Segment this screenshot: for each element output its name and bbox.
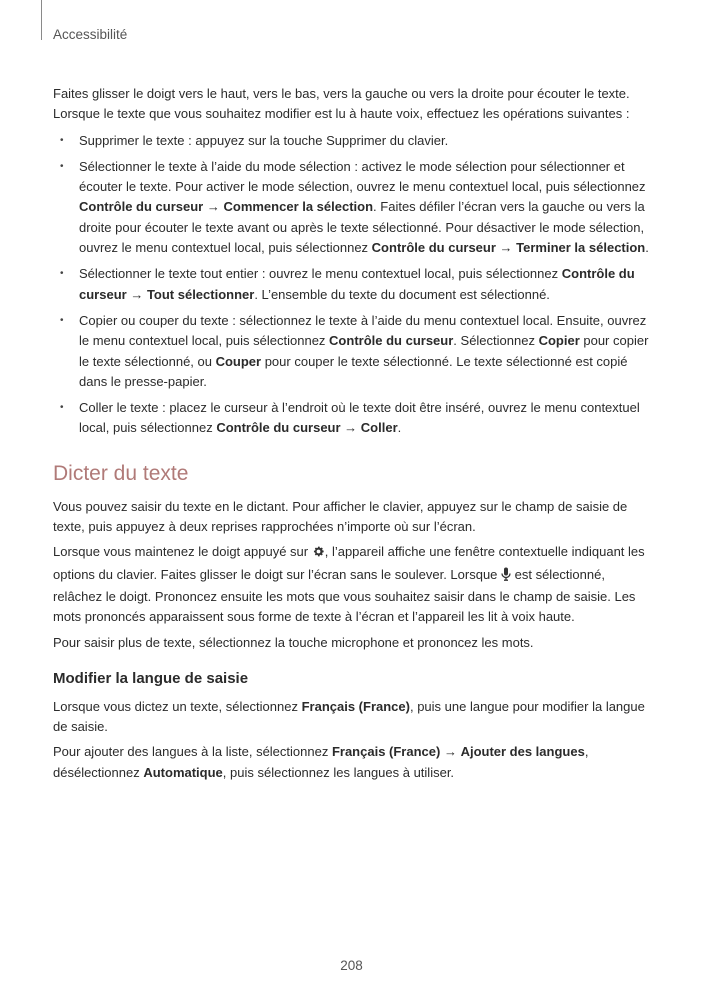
list-item: • Sélectionner le texte tout entier : ouvrez le menu contextuel local, puis sélectionnez Contrôle du curseur → Tout sélectionner. L’ensemble du texte du document est sélectionné. xyxy=(60,266,635,302)
bullet-icon: • xyxy=(60,402,64,414)
dicter-paragraph-2: Lorsque vous maintenez le doigt appuyé sur , l’appareil affiche une fenêtre contextuelle indiquant les options du clavier. Faites glisser le doigt sur l’écran sans le soulever. Lorsque est sélectionné, relâchez le doigt. Prononcez ensuite les mots que vous souhaitez saisir dans le champ de saisie. Les mots prononcés apparaissent sous forme de texte à l’écran et l’appareil les lit à voix haute. xyxy=(53,544,645,625)
langue-paragraph-1: Lorsque vous dictez un texte, sélectionnez Français (France), puis une langue pour modifier la langue de saisie. xyxy=(53,698,645,735)
header-divider xyxy=(41,0,42,40)
list-item: • Supprimer le texte : appuyez sur la touche Supprimer du clavier. xyxy=(53,131,653,151)
section-header: Accessibilité xyxy=(53,27,128,42)
section-title-langue: Modifier la langue de saisie xyxy=(53,669,249,687)
bullet-icon: • xyxy=(60,160,64,172)
page-content xyxy=(53,84,653,788)
langue-paragraph-2: Pour ajouter des langues à la liste, sélectionnez Français (France) → Ajouter des langues, désélectionnez Automatique, puis sélectionnez les langues à utiliser. xyxy=(53,744,589,780)
list-item: • Copier ou couper du texte : sélectionnez le texte à l’aide du menu contextuel local. Ensuite, ouvrez le menu contextuel local, puis sélectionnez Contrôle du curseur. Sélectionnez Copier pour copier le texte sélectionné, ou Couper pour couper le texte sélectionné. Le texte sélectionné est copié dans le presse-papier. xyxy=(60,312,649,389)
page-number: 208 xyxy=(340,958,363,973)
section-title-dicter: Dicter du texte xyxy=(53,461,189,485)
list-item: • Coller le texte : placez le curseur à l’endroit où le texte doit être inséré, ouvrez le menu contextuel local, puis sélectionnez Contrôle du curseur → Coller. xyxy=(60,400,640,436)
dicter-paragraph-1: Vous pouvez saisir du texte en le dictant. Pour afficher le clavier, appuyez sur le champ de saisie de texte, puis appuyez à deux reprises rapprochées n’importe où sur l’écran. xyxy=(53,498,628,535)
gear-icon xyxy=(312,544,325,564)
bullet-icon: • xyxy=(60,134,64,146)
bullet-icon: • xyxy=(60,314,64,326)
bullet-list xyxy=(53,131,653,439)
microphone-icon xyxy=(501,567,511,587)
dicter-paragraph-3: Pour saisir plus de texte, sélectionnez la touche microphone et prononcez les mots. xyxy=(53,634,534,650)
bullet-icon: • xyxy=(60,268,64,280)
list-item: • Sélectionner le texte à l’aide du mode sélection : activez le mode sélection pour sélectionner et écouter le texte. Pour activer le mode sélection, ouvrez le menu contextuel local, puis sélectionnez Contrôle du curseur → Commencer la sélection. Faites défiler l’écran vers la gauche ou vers la droite pour écouter le texte avant ou après le texte sélectionné. Pour désactiver le mode sélection, ouvrez le menu contextuel local, puis sélectionnez Contrôle du curseur → Terminer la sélection. xyxy=(60,158,649,256)
intro-paragraph: Faites glisser le doigt vers le haut, vers le bas, vers la gauche ou vers la droite pour écouter le texte. Lorsque le texte que vous souhaitez modifier est lu à haute voix, effectuez les opérations suivantes : xyxy=(53,86,630,122)
